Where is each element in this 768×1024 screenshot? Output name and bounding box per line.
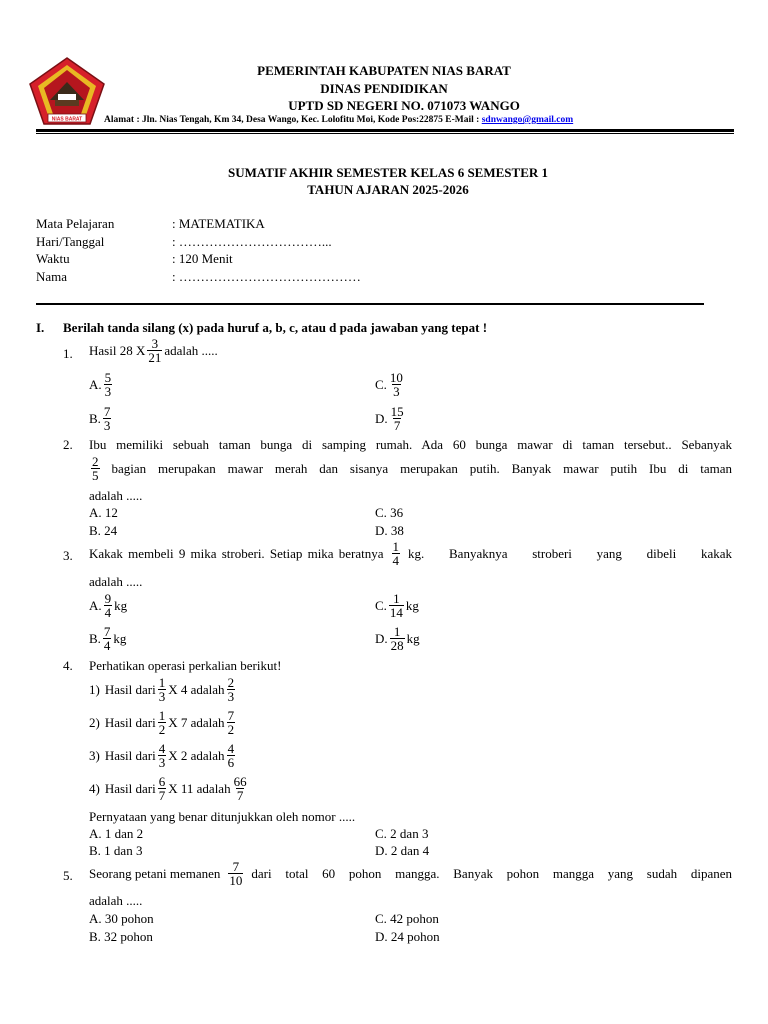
q3-line1b-text: kg. Banyaknya stroberi yang dibeli kakak [408, 545, 732, 561]
q1-a-den: 3 [104, 384, 112, 399]
header-line2: DINAS PENDIDIKAN [320, 81, 448, 96]
q3-b-den: 4 [103, 638, 111, 653]
q4-item-1-d1: 3 [158, 689, 166, 704]
q5-option-b[interactable]: B. 32 pohon [89, 929, 153, 944]
q2-line2-text: bagian merupakan mawar merah dan sisanya merupakan putih. Banyak mawar putih Ibu di taman [111, 460, 732, 476]
q5-post: dari total 60 pohon mangga. Banyak pohon mangga yang sudah dipanen [251, 865, 732, 881]
q4-item-4-mid: X 11 adalah [168, 780, 231, 796]
q1-number: 1. [63, 346, 73, 361]
q1-post: adalah ..... [164, 342, 218, 358]
q3-d-label: D. [375, 630, 388, 646]
q3-b-fraction [103, 625, 112, 652]
q5-option-c[interactable]: C. 42 pohon [375, 911, 439, 926]
q1-frac-num: 3 [151, 336, 159, 351]
q4-item-4-d1: 7 [158, 788, 166, 803]
q3-a-den: 4 [104, 605, 112, 620]
q4-item-2-mid: X 7 adalah [168, 714, 225, 730]
q1-option-c[interactable] [375, 371, 406, 398]
q1-c-num: 10 [389, 370, 403, 385]
q3-d-num: 1 [393, 624, 401, 639]
q4-item-1 [89, 676, 237, 703]
q4-item-3-n2: 4 [227, 741, 235, 756]
info-label-date: Hari/Tanggal [36, 234, 105, 249]
q1-pre: Hasil 28 X [89, 342, 146, 358]
q3-option-a[interactable] [89, 592, 127, 619]
q3-d-unit: kg [406, 630, 420, 646]
q4-item-3-label: 3) [89, 747, 100, 763]
info-divider [36, 303, 704, 305]
q3-option-b[interactable] [89, 625, 126, 652]
q5-frac-den: 10 [229, 873, 243, 888]
q3-fraction [392, 540, 401, 567]
q5-number: 5. [63, 868, 73, 883]
q1-d-num: 15 [390, 404, 404, 419]
q1-option-d[interactable] [375, 405, 407, 432]
q2-fraction [91, 455, 100, 482]
q4-item-3-pre: Hasil dari [104, 747, 156, 763]
q3-b-num: 7 [103, 624, 111, 639]
q2-option-a[interactable]: A. 12 [89, 505, 118, 520]
q4-item-2-frac1 [158, 709, 167, 736]
q4-item-2-n1: 1 [158, 708, 166, 723]
q5-option-a[interactable]: A. 30 pohon [89, 911, 154, 926]
q3-number: 3. [63, 548, 73, 563]
q3-b-unit: kg [113, 630, 127, 646]
q4-item-3-mid: X 2 adalah [168, 747, 225, 763]
q3-b-label: B. [89, 630, 101, 646]
info-value-subject: : MATEMATIKA [172, 216, 265, 231]
q1-c-fraction [389, 371, 404, 398]
q4-item-3-d1: 3 [158, 755, 166, 770]
q4-item-1-frac1 [158, 676, 167, 703]
q3-c-label: C. [375, 597, 387, 613]
q5-line1 [89, 860, 732, 887]
q4-item-2 [89, 709, 237, 736]
q4-item-2-frac2 [227, 709, 236, 736]
q1-d-label: D. [375, 410, 388, 426]
q3-line2: adalah ..... [89, 574, 143, 589]
q1-c-label: C. [375, 376, 387, 392]
q5-fraction [228, 860, 243, 887]
q2-option-b[interactable]: B. 24 [89, 523, 118, 538]
q3-c-fraction [389, 592, 404, 619]
q1-b-den: 3 [103, 418, 111, 433]
email-link[interactable]: sdnwango@gmail.com [481, 115, 574, 125]
q5-option-d[interactable]: D. 24 pohon [375, 929, 440, 944]
q1-b-num: 7 [103, 404, 111, 419]
q4-option-d[interactable]: D. 2 dan 4 [375, 843, 430, 858]
q3-c-unit: kg [405, 597, 419, 613]
q4-item-2-pre: Hasil dari [104, 714, 156, 730]
q1-option-b[interactable] [89, 405, 113, 432]
q4-item-3-frac2 [227, 742, 236, 769]
address-text: Alamat : Jln. Nias Tengah, Km 34, Desa Wango, Kec. Lolofitu Moi, Kode Pos:22875 E-Mail : [104, 115, 482, 125]
q4-option-a[interactable]: A. 1 dan 2 [89, 826, 144, 841]
q4-item-4-pre: Hasil dari [104, 780, 156, 796]
q1-d-den: 7 [393, 418, 401, 433]
q3-d-fraction [390, 625, 405, 652]
q3-a-fraction [104, 592, 113, 619]
q5-pre: Seorang petani memanen [89, 865, 221, 881]
q3-a-unit: kg [114, 597, 128, 613]
header-divider-thin [36, 133, 734, 134]
q5-frac-num: 7 [232, 859, 240, 874]
q3-c-num: 1 [393, 591, 400, 606]
logo-banner-text: NIAS BARAT [51, 116, 83, 123]
q3-line1 [89, 540, 732, 567]
q3-d-den: 28 [390, 638, 404, 653]
q3-option-c[interactable] [375, 592, 419, 619]
exam-year: TAHUN AJARAN 2025-2026 [307, 182, 469, 197]
q4-item-1-frac2 [227, 676, 236, 703]
q5-line2: adalah ..... [89, 893, 143, 908]
q1-fraction [147, 337, 162, 364]
q4-item-3-n1: 4 [158, 741, 166, 756]
q1-b-fraction [103, 405, 112, 432]
section-instruction: Berilah tanda silang (x) pada huruf a, b, c, atau d pada jawaban yang tepat ! [63, 320, 488, 335]
q4-option-b[interactable]: B. 1 dan 3 [89, 843, 143, 858]
q4-item-2-d2: 2 [227, 722, 235, 737]
q2-line3: adalah ..... [89, 488, 143, 503]
q4-number: 4. [63, 658, 73, 673]
q1-a-label: A. [89, 376, 102, 392]
q1-a-num: 5 [104, 370, 112, 385]
q4-item-4-d2: 7 [236, 788, 244, 803]
header-address [104, 115, 573, 125]
q1-a-fraction [104, 371, 113, 398]
info-label-subject: Mata Pelajaran [36, 216, 115, 231]
q1-d-fraction [390, 405, 405, 432]
q2-option-c[interactable]: C. 36 [375, 505, 404, 520]
q4-item-3-d2: 6 [227, 755, 235, 770]
header-line1: PEMERINTAH KABUPATEN NIAS BARAT [257, 63, 511, 78]
exam-title: SUMATIF AKHIR SEMESTER KELAS 6 SEMESTER 1 [227, 165, 549, 180]
q4-item-1-mid: X 4 adalah [168, 681, 225, 697]
q1-b-label: B. [89, 410, 101, 426]
q2-line1: Ibu memiliki sebuah taman bunga di samping rumah. Ada 60 bunga mawar di taman tersebut.. Sebanyak [89, 437, 732, 452]
q4-item-1-n2: 2 [227, 675, 235, 690]
q3-frac-den: 4 [392, 553, 400, 568]
q4-item-2-n2: 7 [227, 708, 235, 723]
q4-item-4 [89, 775, 250, 802]
q2-frac-num: 2 [92, 454, 99, 469]
q3-frac-num: 1 [392, 539, 400, 554]
q4-item-1-d2: 3 [227, 689, 235, 704]
q1-question [89, 337, 218, 364]
info-value-date: : ……………………………... [172, 234, 332, 249]
q4-item-2-d1: 2 [158, 722, 166, 737]
q4-option-c[interactable]: C. 2 dan 3 [375, 826, 429, 841]
q4-intro: Perhatikan operasi perkalian berikut! [89, 658, 282, 673]
q1-frac-den: 21 [148, 350, 162, 365]
q4-item-4-label: 4) [89, 780, 100, 796]
q2-frac-den: 5 [92, 468, 99, 483]
q3-a-label: A. [89, 597, 102, 613]
q4-item-1-label: 1) [89, 681, 100, 697]
q4-item-3-frac1 [158, 742, 167, 769]
info-label-time: Waktu [36, 251, 70, 266]
q4-item-4-frac1 [158, 775, 167, 802]
q2-option-d[interactable]: D. 38 [375, 523, 404, 538]
header-line3: UPTD SD NEGERI NO. 071073 WANGO [288, 98, 520, 113]
q2-number: 2. [63, 437, 73, 452]
q2-line2 [89, 455, 732, 482]
q4-item-1-n1: 1 [158, 675, 166, 690]
q4-item-4-n2: 66 [233, 774, 247, 789]
q4-item-3 [89, 742, 237, 769]
q3-line1-text: Kakak membeli 9 mika stroberi. Setiap mika beratnya [89, 545, 384, 561]
q1-option-a[interactable] [89, 371, 114, 398]
q4-item-4-n1: 6 [158, 774, 166, 789]
section-number: I. [36, 320, 45, 335]
q1-c-den: 3 [393, 384, 400, 399]
info-label-name: Nama [36, 269, 68, 284]
q4-item-2-label: 2) [89, 714, 100, 730]
info-value-name: : …………………………………… [172, 269, 361, 284]
q4-statement: Pernyataan yang benar ditunjukkan oleh nomor ..... [89, 809, 356, 824]
q4-item-1-pre: Hasil dari [104, 681, 156, 697]
q3-a-num: 9 [104, 591, 112, 606]
q3-option-d[interactable] [375, 625, 420, 652]
header-divider-thick [36, 129, 734, 132]
info-value-time: : 120 Menit [172, 251, 233, 266]
q3-c-den: 14 [389, 605, 403, 620]
q4-item-4-frac2 [233, 775, 248, 802]
